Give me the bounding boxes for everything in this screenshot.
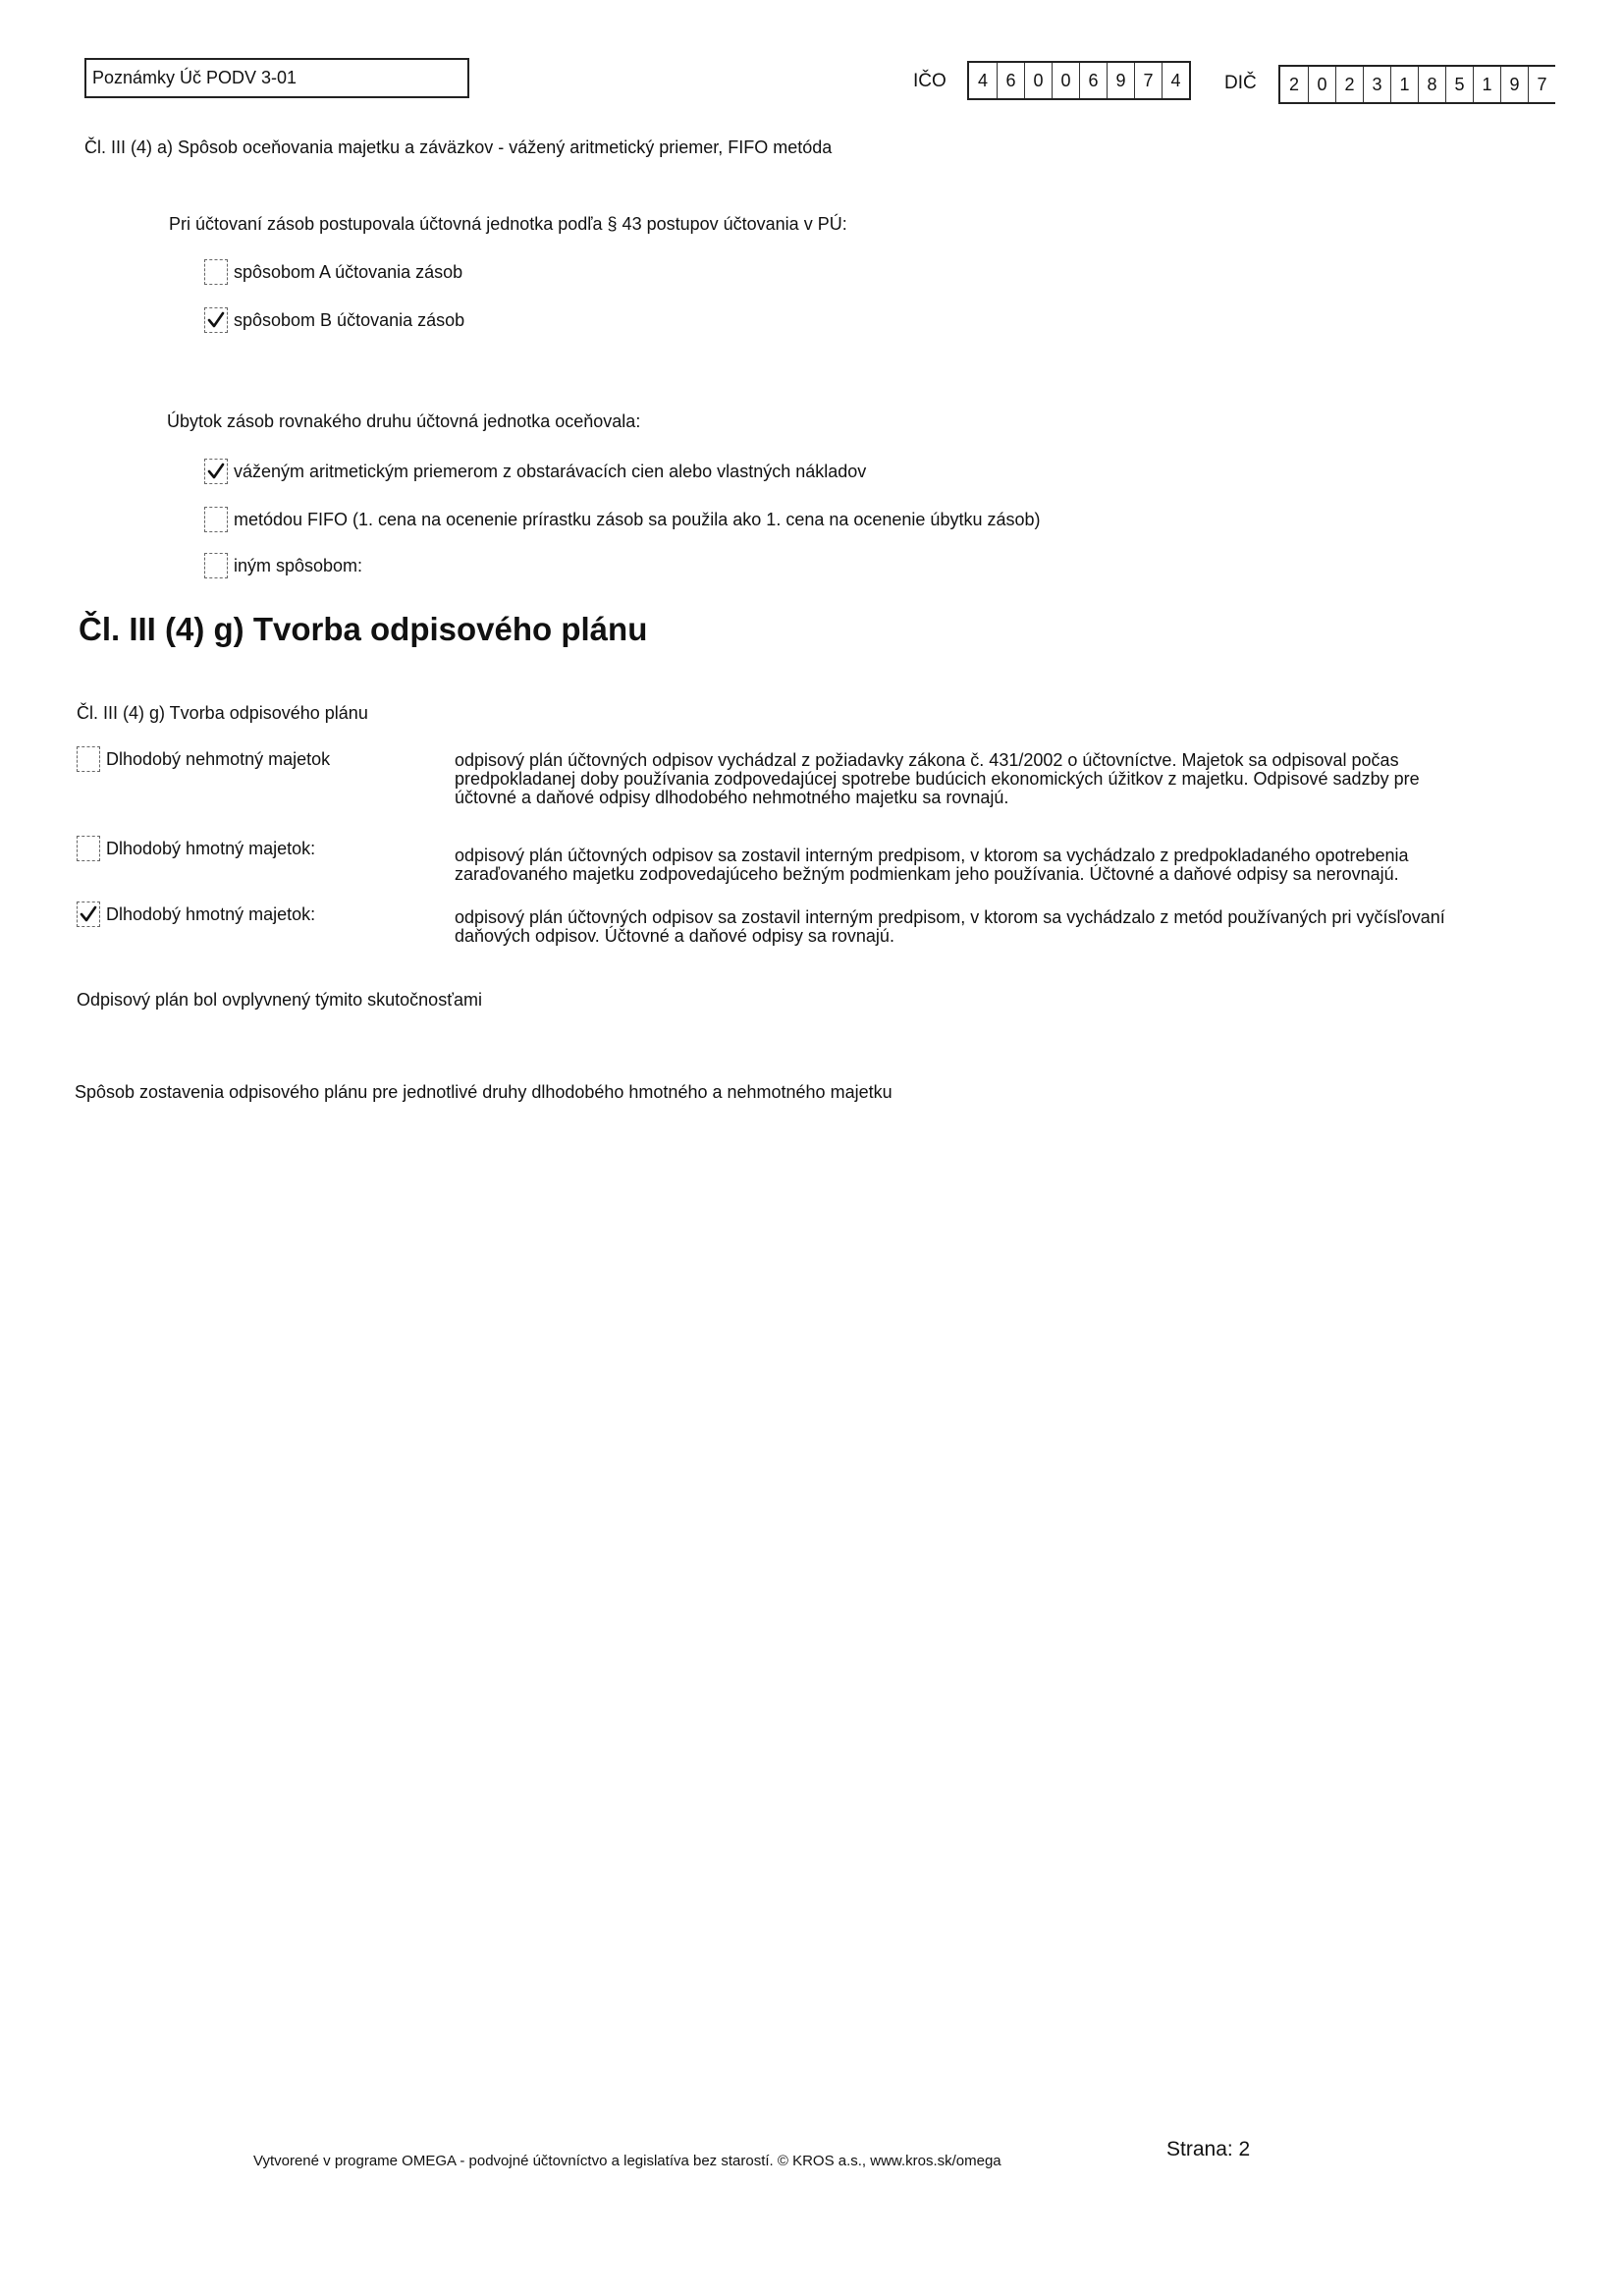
item-description: odpisový plán účtovných odpisov vychádzal z požiadavky zákona č. 431/2002 o účtovníctve. Majetok sa odpisoval počas predpokladanej doby používania zodpovedajúcej spotrebe budúcich ekonomických úžitkov z majetku. Odpisové sadzby pre účtovné a daňové odpisy dlhodobého nehmotného majetku sa rovnajú. <box>455 750 1420 807</box>
footer-created-by: Vytvorené v programe OMEGA - podvojné účtovníctvo a legislatíva bez starostí. © KROS a.s., www.kros.sk/omega <box>253 2153 1001 2169</box>
checkmark-icon <box>79 904 98 924</box>
inventory-method-intro: Pri účtovaní zásob postupovala účtovná jednotka podľa § 43 postupov účtovania v PÚ: <box>169 214 847 234</box>
item-description: odpisový plán účtovných odpisov sa zostavil interným predpisom, v ktorom sa vychádzalo z metód používaných pri vyčísľovaní daňových odpisov. Účtovné a daňové odpisy sa rovnajú. <box>455 907 1445 946</box>
item-label: Dlhodobý nehmotný majetok <box>106 749 331 769</box>
ico-digit: 7 <box>1134 63 1162 98</box>
ico-label: IČO <box>913 71 947 91</box>
dic-digit: 2 <box>1288 75 1299 94</box>
ico-digit-boxes <box>967 61 1191 100</box>
checkmark-icon <box>206 310 226 330</box>
option-method-b[interactable] <box>204 307 464 333</box>
checkbox[interactable] <box>204 459 228 484</box>
dic-digit: 7 <box>1528 67 1555 102</box>
dic-label: DIČ <box>1224 73 1257 93</box>
item-label: Dlhodobý hmotný majetok: <box>106 839 316 858</box>
option-label: iným spôsobom: <box>234 556 363 575</box>
checkbox[interactable] <box>77 836 100 861</box>
ico-digit: 9 <box>1107 63 1134 98</box>
dic-digit-boxes <box>1278 65 1555 104</box>
option-other-method[interactable] <box>204 553 362 578</box>
ico-digit: 4 <box>977 71 988 90</box>
checkbox[interactable] <box>204 507 228 532</box>
checkbox[interactable] <box>204 553 228 578</box>
option-fifo[interactable] <box>204 507 1041 532</box>
item-description: odpisový plán účtovných odpisov sa zostavil interným predpisom, v ktorom sa vychádzalo z predpokladaného opotrebenia zaraďovaného majetku zodpovedajúceho bežným podmienkam jeho používania. Účtovné a daňové odpisy sa nerovnajú. <box>455 846 1409 884</box>
dic-digit: 3 <box>1363 67 1390 102</box>
ico-digit: 4 <box>1162 63 1189 98</box>
option-label: metódou FIFO (1. cena na ocenenie prírastku zásob sa použila ako 1. cena na ocenenie úbytku zásob) <box>234 510 1041 529</box>
option-label: váženým aritmetickým priemerom z obstarávacích cien alebo vlastných nákladov <box>234 462 867 481</box>
ico-digit: 6 <box>1079 63 1107 98</box>
option-label: spôsobom A účtovania zásob <box>234 262 463 282</box>
dic-digit: 1 <box>1390 67 1418 102</box>
checkbox[interactable] <box>204 307 228 333</box>
ico-digit: 0 <box>1024 63 1052 98</box>
depreciation-note-factors: Odpisový plán bol ovplyvnený týmito skutočnosťami <box>77 990 482 1010</box>
section-a-heading: Čl. III (4) a) Spôsob oceňovania majetku a záväzkov - vážený aritmetický priemer, FIFO metóda <box>84 137 833 157</box>
checkbox[interactable] <box>77 746 100 772</box>
dic-digit: 8 <box>1418 67 1445 102</box>
checkbox[interactable] <box>77 902 100 927</box>
dic-digit: 2 <box>1335 67 1363 102</box>
dic-digit: 0 <box>1308 67 1335 102</box>
checkmark-icon <box>206 462 226 481</box>
dic-digit: 5 <box>1445 67 1473 102</box>
dic-digit: 9 <box>1500 67 1528 102</box>
option-method-a[interactable] <box>204 259 462 285</box>
depreciation-item-intangible[interactable] <box>77 746 330 772</box>
depreciation-item-tangible-2[interactable] <box>77 902 315 927</box>
option-label: spôsobom B účtovania zásob <box>234 310 465 330</box>
valuation-intro: Úbytok zásob rovnakého druhu účtovná jednotka oceňovala: <box>167 411 641 431</box>
form-id-box: Poznámky Úč PODV 3-01 <box>84 58 469 98</box>
depreciation-item-tangible-1[interactable] <box>77 836 315 861</box>
checkbox[interactable] <box>204 259 228 285</box>
item-label: Dlhodobý hmotný majetok: <box>106 904 316 924</box>
ico-digit: 0 <box>1052 63 1079 98</box>
depreciation-note-method: Spôsob zostavenia odpisového plánu pre jednotlivé druhy dlhodobého hmotného a nehmotného majetku <box>75 1082 893 1102</box>
dic-digit: 1 <box>1473 67 1500 102</box>
section-g-title: Čl. III (4) g) Tvorba odpisového plánu <box>79 611 648 647</box>
ico-digit: 6 <box>997 63 1024 98</box>
section-g-subheading: Čl. III (4) g) Tvorba odpisového plánu <box>77 703 368 723</box>
page-number: Strana: 2 <box>1166 2138 1251 2160</box>
option-weighted-average[interactable] <box>204 459 866 484</box>
